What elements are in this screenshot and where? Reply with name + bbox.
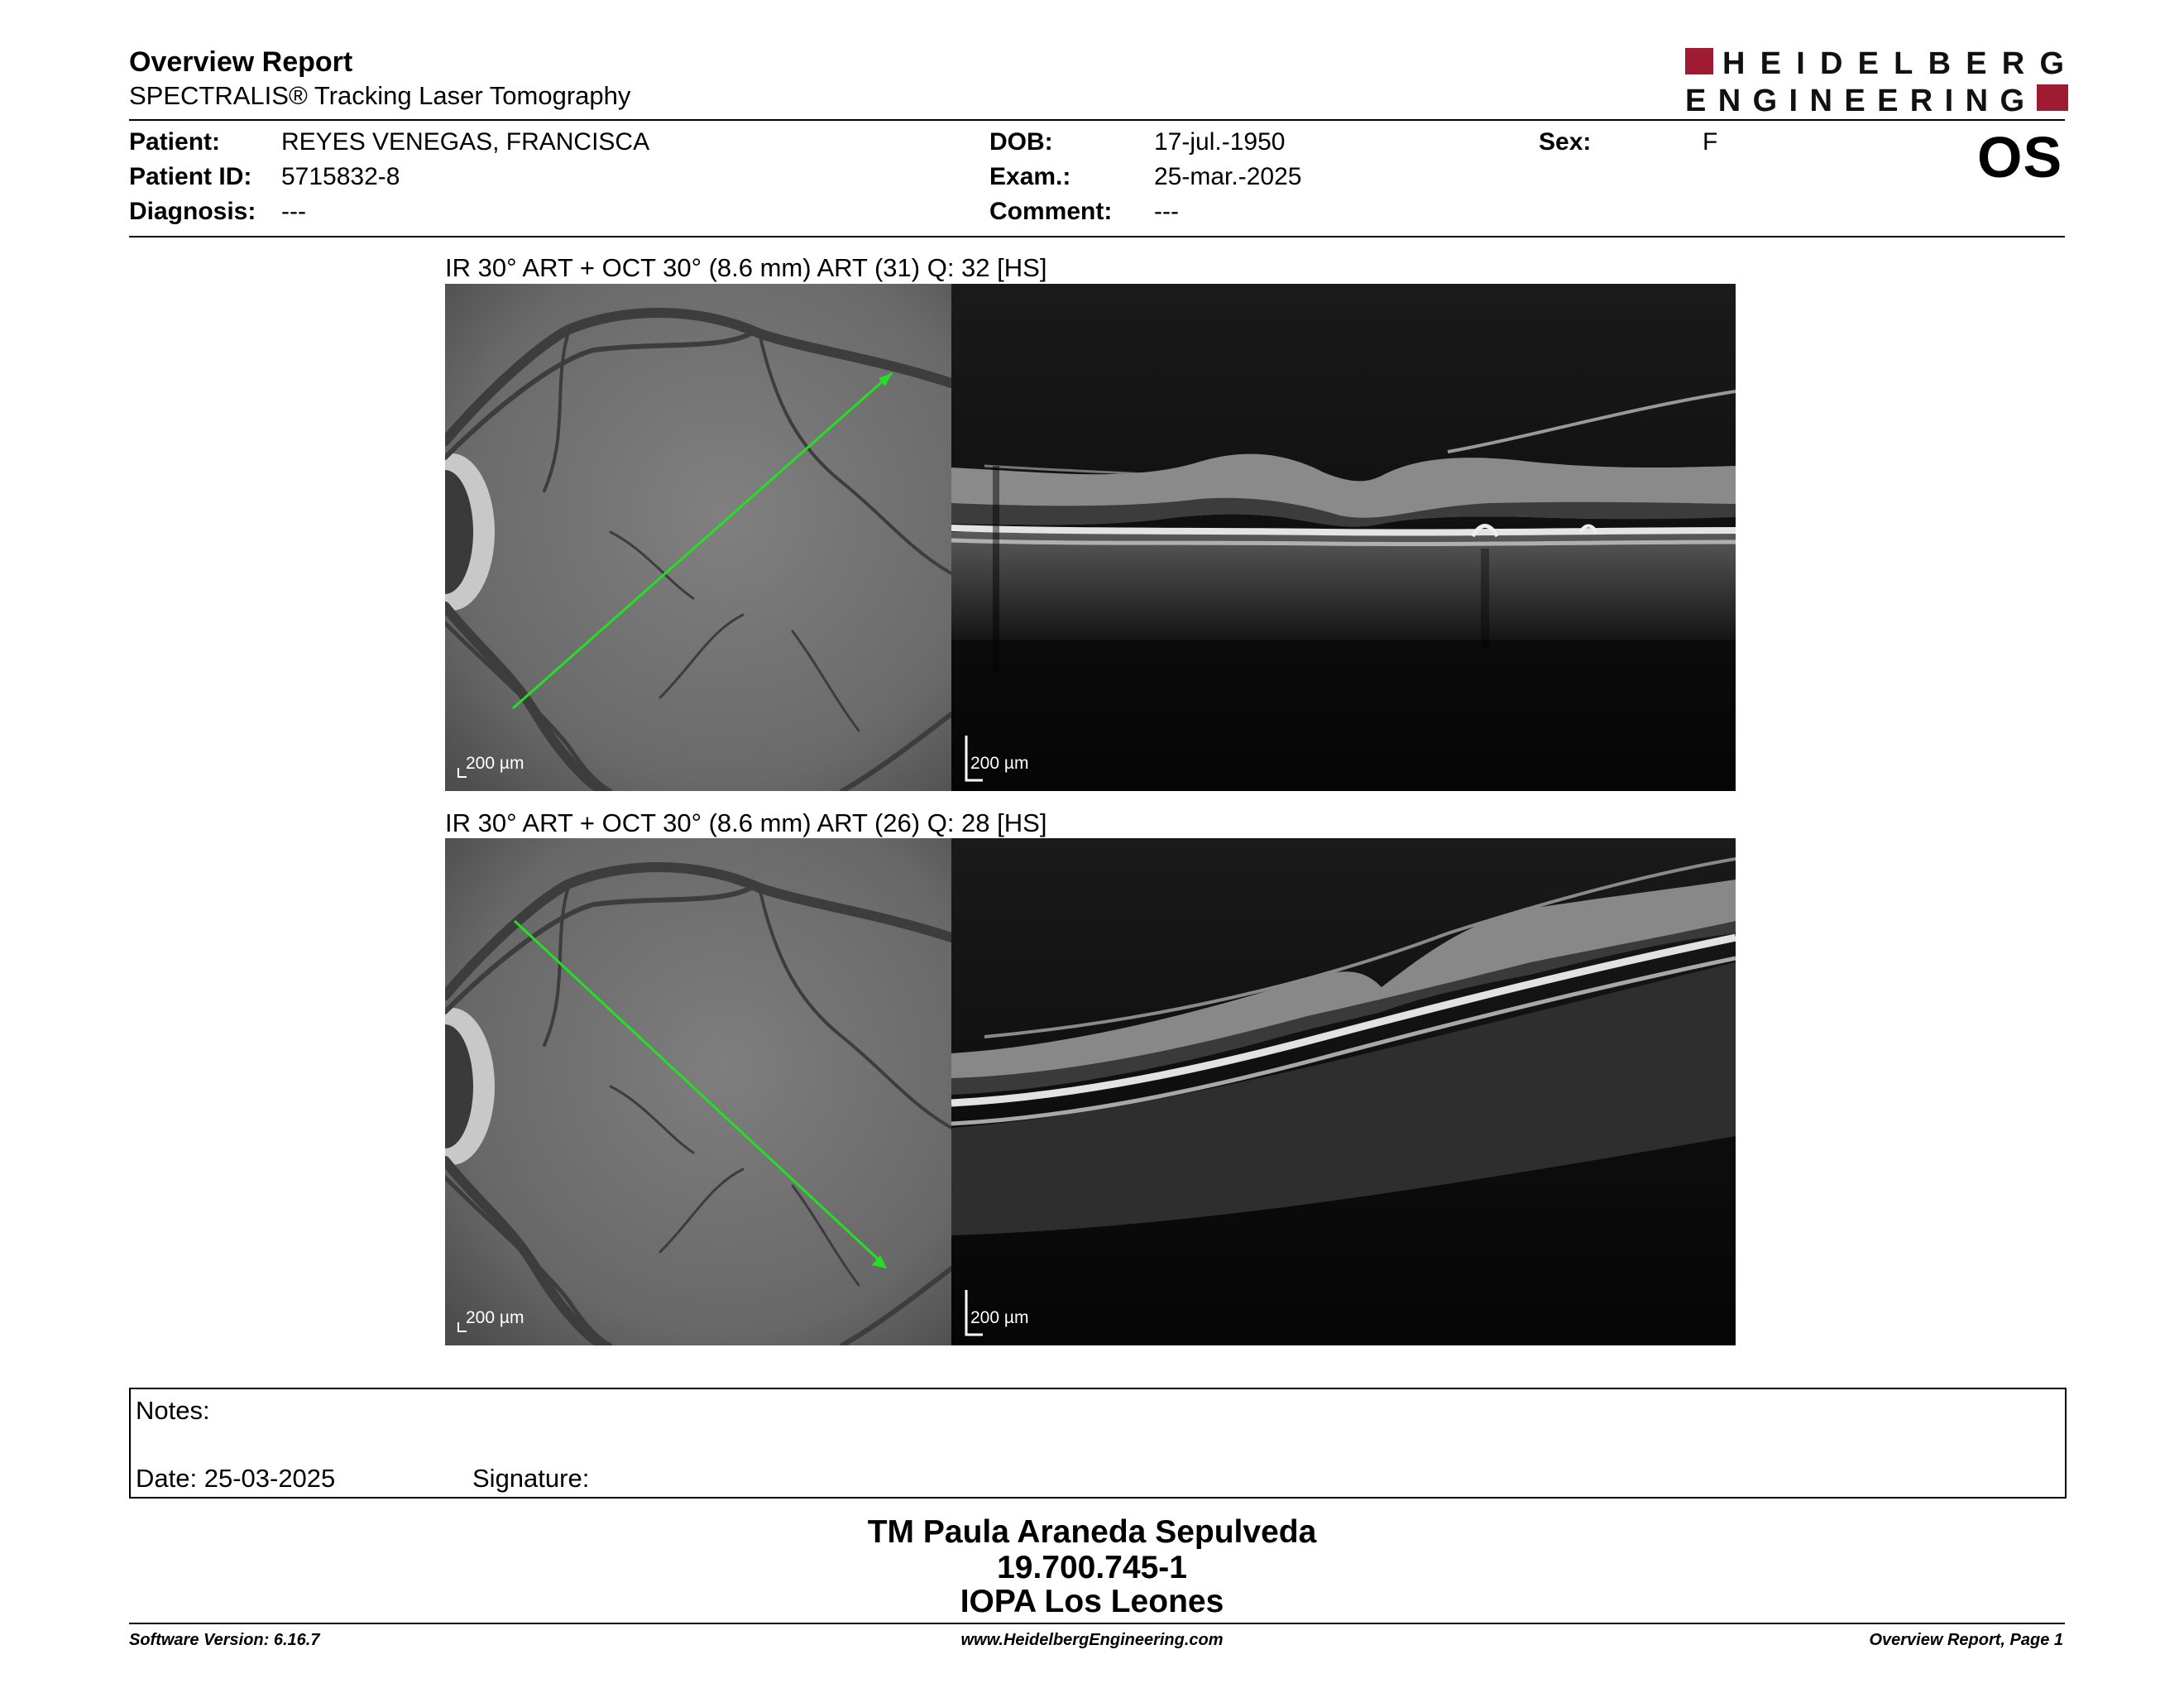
ir-scale-label-1: 200 µm	[466, 754, 524, 773]
patient-id-value: 5715832-8	[281, 163, 400, 190]
oct-bscan-image-1	[951, 284, 1736, 791]
page-number: Overview Report, Page 1	[1869, 1631, 2063, 1649]
patient-name: REYES VENEGAS, FRANCISCA	[281, 128, 650, 156]
oct-scale-label-2: 200 µm	[970, 1308, 1029, 1327]
oct-bscan-image-2	[951, 838, 1736, 1345]
diagnosis-label: Diagnosis:	[129, 198, 256, 225]
footer-divider	[129, 1623, 2065, 1624]
operator-name: TM Paula Araneda Sepulveda	[867, 1514, 1317, 1550]
comment-label: Comment:	[989, 198, 1113, 225]
sex-value: F	[1703, 128, 1718, 156]
operator-id: 19.700.745-1	[997, 1550, 1187, 1585]
svg-text:HEIDELBERG: HEIDELBERG	[1722, 46, 2068, 81]
svg-text:ENGINEERING: ENGINEERING	[1685, 84, 2028, 116]
header-divider	[129, 119, 2065, 121]
notes-box[interactable]	[129, 1388, 2067, 1499]
oct-scale-label-1: 200 µm	[970, 754, 1029, 773]
notes-label: Notes:	[136, 1396, 210, 1425]
patient-label: Patient:	[129, 128, 221, 156]
website-link[interactable]: www.HeidelbergEngineering.com	[960, 1631, 1224, 1649]
ir-fundus-image-2	[445, 838, 951, 1345]
dob-value: 17-jul.-1950	[1154, 128, 1286, 156]
scan-1-caption: IR 30° ART + OCT 30° (8.6 mm) ART (31) Q: 32 [HS]	[445, 253, 1047, 282]
ir-fundus-drawing-1	[445, 284, 951, 791]
sex-label: Sex:	[1539, 128, 1592, 156]
ir-scale-label-2: 200 µm	[466, 1308, 524, 1327]
eye-indicator: OS	[1977, 125, 2063, 189]
exam-value: 25-mar.-2025	[1154, 163, 1302, 190]
software-version: Software Version: 6.16.7	[129, 1631, 320, 1649]
dob-label: DOB:	[989, 128, 1053, 156]
ir-fundus-image-1	[445, 284, 951, 791]
signature-label: Signature:	[472, 1464, 590, 1493]
patient-id-label: Patient ID:	[129, 163, 252, 190]
oct-bscan-drawing-2	[951, 838, 1736, 1345]
oct-bscan-drawing-1	[951, 284, 1736, 791]
scan-2-caption: IR 30° ART + OCT 30° (8.6 mm) ART (26) Q: 28 [HS]	[445, 808, 1047, 837]
patient-divider	[129, 236, 2065, 237]
report-subtitle: SPECTRALIS® Tracking Laser Tomography	[129, 81, 631, 110]
exam-label: Exam.:	[989, 163, 1071, 190]
report-title: Overview Report	[129, 46, 353, 78]
institution-name: IOPA Los Leones	[960, 1584, 1224, 1619]
comment-value: ---	[1154, 198, 1179, 225]
ir-fundus-drawing-2	[445, 838, 951, 1345]
heidelberg-engineering-logo	[1685, 46, 2071, 116]
diagnosis-value: ---	[281, 198, 306, 225]
date-label: Date: 25-03-2025	[136, 1464, 336, 1493]
